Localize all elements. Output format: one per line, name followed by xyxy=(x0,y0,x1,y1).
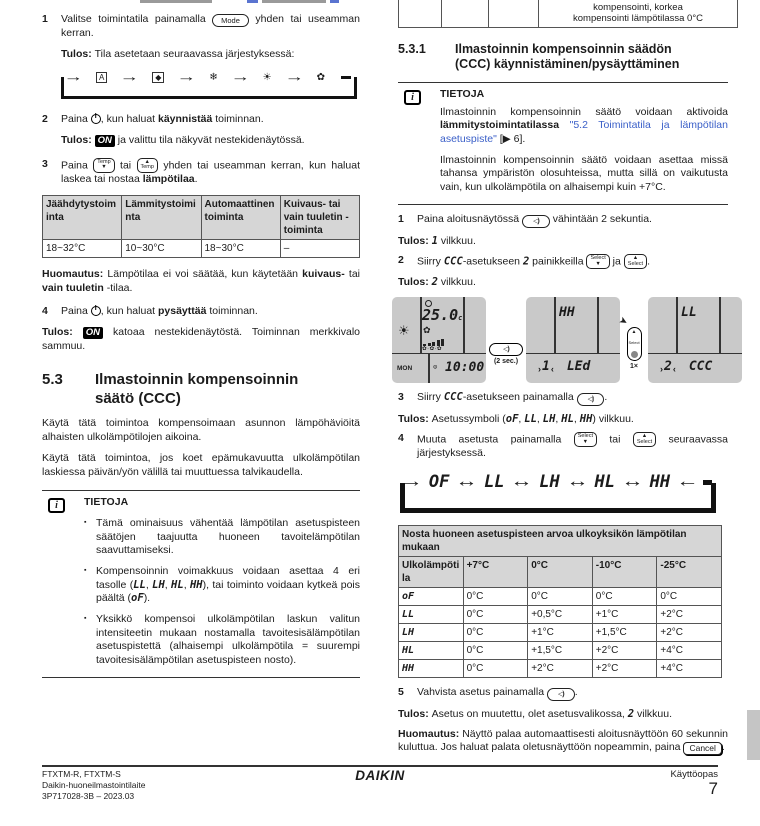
table-row xyxy=(399,660,722,678)
setting-code: HL xyxy=(594,472,615,493)
step-number: 4 xyxy=(42,305,48,318)
text-segment: -asetukseen xyxy=(462,255,523,268)
button-label: Select xyxy=(577,433,594,440)
seven-segment-text: LH xyxy=(152,578,165,591)
button-label: Temp xyxy=(97,158,111,165)
table-cell: 0°C xyxy=(463,642,528,660)
info-icon: i xyxy=(48,498,65,513)
carryover-table xyxy=(398,0,738,28)
temperature-range-table xyxy=(42,195,360,258)
text-segment: tai xyxy=(344,268,361,281)
footer-page-info xyxy=(670,769,718,799)
result-line xyxy=(398,413,728,427)
table-cell: +2°C xyxy=(592,642,657,660)
blink-mark: › xyxy=(660,364,663,375)
cool-mode-icon: ❄ xyxy=(209,71,218,83)
seven-segment-text: oF xyxy=(505,412,519,425)
note-paragraph xyxy=(398,728,728,756)
table-row xyxy=(399,606,722,624)
page-number: 7 xyxy=(708,779,718,798)
text-segment: Tulos: xyxy=(61,47,95,60)
table-cell: oF xyxy=(399,588,464,606)
note-paragraph xyxy=(42,268,360,295)
seven-segment-text: HH xyxy=(579,412,593,425)
table-header-cell: 0°C xyxy=(528,557,593,588)
temperature-readout: 25.0c xyxy=(422,305,463,324)
seven-segment-text: HH xyxy=(189,578,203,591)
text-segment: Paina aloitusnäytössä xyxy=(417,212,523,225)
text-segment: tai xyxy=(114,158,137,171)
text-segment: ja xyxy=(609,255,624,268)
left-column xyxy=(42,10,360,678)
text-segment: Huomautus: xyxy=(398,727,463,740)
text-segment: Tulos: xyxy=(398,412,432,425)
blink-mark: ‹ xyxy=(672,364,676,375)
bullet-marker: ▪ xyxy=(84,519,87,527)
text-segment: -tilaa. xyxy=(103,281,133,294)
select-up-button[interactable] xyxy=(624,254,647,269)
text-segment: Asetus on muutettu, olet asetusvalikossa, xyxy=(431,708,628,721)
cycle-double-arrow-icon: ↔ xyxy=(621,472,644,492)
clock-icon: ⊙ xyxy=(433,362,438,371)
sound-confirm-button[interactable]: ◁) xyxy=(577,393,605,406)
text-segment: Paina xyxy=(61,113,91,126)
setting-value: LL xyxy=(681,304,697,320)
button-caption: (2 sec.) xyxy=(493,357,519,365)
text-segment: , xyxy=(518,412,525,425)
text-segment: painikkeilla xyxy=(529,255,587,268)
text-segment: tai xyxy=(597,433,633,446)
text-segment: , xyxy=(183,578,190,591)
table-cell xyxy=(399,0,442,27)
step-number: 4 xyxy=(398,432,404,445)
text-segment: Tulos: xyxy=(398,708,432,721)
cross-reference-link[interactable]: "5.2 Toimintatila ja lämpötilan asetuspiste" xyxy=(440,119,728,145)
seven-segment-text: LL xyxy=(524,412,537,425)
text-segment: Muuta asetusta painamalla xyxy=(417,433,574,446)
on-indicator: ON xyxy=(95,135,115,147)
step-3 xyxy=(398,391,728,406)
mode-cycle-diagram xyxy=(61,68,357,101)
result-line xyxy=(61,48,360,62)
text-segment: Paina xyxy=(61,305,91,318)
cycle-double-arrow-icon: ↔ xyxy=(455,472,478,492)
text-segment: Tämä ominaisuus vähentää lämpötilan asetuspisteen säätöjen taajuutta huoneen tavoitelämpötilan saavuttamiseksi. xyxy=(96,517,360,557)
fan-speed-icons: ✿·✿·✿ xyxy=(422,345,442,352)
table-cell: +1,5°C xyxy=(528,642,593,660)
text-segment: -asetukseen painamalla xyxy=(462,390,577,403)
table-cell xyxy=(442,0,489,27)
button-arrow: Temp xyxy=(140,164,154,171)
cycle-arrow-icon: → xyxy=(400,472,423,492)
text-segment: Ilmastoinnin kompensoinnin säätö voidaan aktivoida xyxy=(440,105,728,118)
info-icon: i xyxy=(404,90,421,105)
text-segment: Asetussymboli ( xyxy=(431,412,506,425)
table-cell: +2°C xyxy=(657,624,722,642)
table-cell: 0°C xyxy=(463,624,528,642)
setting-code: HH xyxy=(649,472,671,493)
text-segment: , kun haluat xyxy=(100,113,158,126)
step-text xyxy=(417,686,728,701)
table-cell: – xyxy=(280,240,359,258)
table-cell: +1,5°C xyxy=(592,624,657,642)
info-bullet-list xyxy=(84,517,360,667)
step-text xyxy=(61,158,360,187)
table-header-cell: -25°C xyxy=(657,557,722,588)
step-5 xyxy=(398,686,728,701)
setting-code: OF xyxy=(428,472,450,493)
text-segment: Siirry xyxy=(417,255,444,268)
info-paragraph: Ilmastoinnin kompensoinnin säätö voidaan asettaa missä tahansa ympäristön olosuhteissa, mutta sillä on vaikutusta vain, kun ulkolämpötila on alhaisempi kuin +7°C. xyxy=(440,153,728,193)
button-label: Select xyxy=(590,255,606,262)
button-label: ▲ xyxy=(641,433,648,440)
mode-button[interactable]: Mode xyxy=(212,14,249,27)
table-header-cell: -10°C xyxy=(592,557,657,588)
table-cell: 0°C xyxy=(463,606,528,624)
text-segment: [▶ 6]. xyxy=(496,132,526,145)
seven-segment-text: LH xyxy=(542,412,556,425)
button-arrow: Select xyxy=(627,260,644,267)
cycle-arrow-icon: → xyxy=(230,68,250,84)
info-bullet xyxy=(84,565,360,606)
section-number: 5.3 xyxy=(42,371,63,389)
seven-segment-text: 2 xyxy=(431,276,438,289)
text-segment: käynnistää xyxy=(158,113,213,126)
text-segment: Kompensoinnin voimakkuus voidaan asettaa 4 eri tasolle ( xyxy=(96,565,360,591)
text-segment: vähintään 2 sekuntia. xyxy=(549,212,652,225)
info-box xyxy=(42,490,360,677)
step-number: 1 xyxy=(42,13,48,25)
table-header-cell: Lämmitystoiminta xyxy=(122,196,201,240)
cycle-double-arrow-icon: ↔ xyxy=(565,472,589,492)
table-row xyxy=(399,624,722,642)
text-segment: , xyxy=(555,412,562,425)
setting-value: HH xyxy=(559,304,575,320)
button-label: ▲ xyxy=(632,255,639,262)
sound-confirm-button[interactable]: ◁) xyxy=(489,343,523,356)
step-number: 3 xyxy=(42,157,48,170)
text-segment: katoaa nestekidenäytöstä. Toiminnan merkkivalo sammuu. xyxy=(42,326,360,352)
text-segment: kuivaus- xyxy=(302,268,345,281)
mode-cycle-row xyxy=(61,68,357,86)
table-cell: 10~30°C xyxy=(122,240,201,258)
seven-segment-text: HL xyxy=(171,578,184,591)
step-1 xyxy=(398,213,728,228)
table-cell: +0,5°C xyxy=(528,606,593,624)
temp-up-button[interactable] xyxy=(137,158,158,173)
button-arrow: ▼ xyxy=(582,438,589,445)
cycle-arrow-icon: → xyxy=(120,68,140,84)
text-segment: vilkkuu. xyxy=(437,234,476,247)
heat-mode-icon: ☀ xyxy=(398,322,410,338)
sound-confirm-button[interactable]: ◁) xyxy=(547,688,575,701)
text-segment: . xyxy=(721,741,725,754)
fan-only-mode-icon: ✿ xyxy=(316,71,325,83)
text-segment: pysäyttää xyxy=(158,305,207,318)
seven-segment-text: 1 xyxy=(431,234,438,247)
info-paragraph xyxy=(440,106,728,147)
text-segment: yhden tai useamman kerran, kun haluat laskea tai nostaa xyxy=(61,158,360,185)
clipped-text-remnant xyxy=(330,0,339,3)
step-text xyxy=(417,254,728,269)
blink-mark: › xyxy=(538,364,541,375)
setting-index: 2 xyxy=(664,358,672,374)
footer-model-info: FTXTM-R, FTXTM-S Daikin-huoneilmastointilaite 3P717028-3B – 2023.03 xyxy=(42,769,146,802)
table-header-cell: Jäähdytystoiminta xyxy=(43,196,122,240)
button-caption: 1× xyxy=(630,362,638,370)
paragraph: Käytä tätä toimintoa, jos koet epämukavuutta ulkolämpötilan laskiessa päivän/yön välillä tai muuttuessa talvikaudella. xyxy=(42,452,360,478)
blink-mark: ‹ xyxy=(550,364,554,375)
button-arrow: Select xyxy=(636,438,653,445)
select-down-button[interactable] xyxy=(586,254,609,269)
text-segment: Siirry xyxy=(417,390,444,403)
fan-icon: ✿ xyxy=(423,324,431,335)
text-segment: lämmitystoimintatilassa xyxy=(440,119,570,132)
text-segment: Tulos: xyxy=(398,234,432,247)
section-title: Ilmastoinnin kompensoinnin säädön (CCC) käynnistäminen/pysäyttäminen xyxy=(455,41,680,72)
text-segment: ja valittu tila näkyvät nestekidenäytössä. xyxy=(114,133,305,146)
result-line xyxy=(398,235,728,249)
lcd-setting-led xyxy=(526,297,620,383)
seven-segment-text: oF xyxy=(131,592,144,605)
text-segment: toiminnan. xyxy=(212,113,264,126)
setting-cycle-row xyxy=(398,470,718,494)
lcd-home-screen xyxy=(392,297,486,383)
manual-type-label: Käyttöopas xyxy=(670,769,718,780)
table-cell: HH xyxy=(399,660,464,678)
table-header-cell: Ulkolämpötila xyxy=(399,557,464,588)
bullet-marker: ▪ xyxy=(84,567,87,575)
step-text xyxy=(61,305,360,319)
seven-segment-text: 2 xyxy=(627,708,635,721)
text-segment: Paina xyxy=(61,158,94,171)
bullet-marker: ▪ xyxy=(84,614,87,622)
setting-code: LH xyxy=(539,472,560,493)
cycle-loop-stub xyxy=(703,480,712,485)
bullet-text xyxy=(96,613,360,668)
clock-readout: ⊙ 10:00 xyxy=(433,359,485,375)
table-cell: +2°C xyxy=(657,606,722,624)
compensation-table xyxy=(398,525,722,678)
text-segment: vilkkuu. xyxy=(437,276,476,289)
power-button-icon[interactable] xyxy=(91,114,101,124)
text-segment: seuraavassa järjestyksessä. xyxy=(417,433,728,460)
text-segment: , xyxy=(164,578,172,591)
step-1 xyxy=(42,13,360,41)
section-title: Ilmastoinnin kompensoinnin säätö (CCC) xyxy=(95,371,299,408)
cycle-arrow-icon: → xyxy=(284,68,304,84)
table-cell: 18~30°C xyxy=(201,240,280,258)
press-hand-icon: ➤ xyxy=(616,314,630,329)
step-number: 5 xyxy=(398,686,404,699)
button-label: ▲ xyxy=(144,158,150,165)
seven-segment-text: LL xyxy=(133,578,146,591)
cycle-arrow-icon: ← xyxy=(676,472,699,492)
table-caption: Nosta huoneen asetuspisteen arvoa ulkoyksikön lämpötilan mukaan xyxy=(399,526,722,557)
setting-index: 1 xyxy=(542,358,550,374)
text-segment: Vahvista asetus painamalla xyxy=(417,686,547,699)
step-text xyxy=(417,432,728,461)
seven-segment-text: HL xyxy=(561,412,574,425)
button-arrow: ▼ xyxy=(595,260,601,267)
table-header-cell: Automaattinen toiminta xyxy=(201,196,280,240)
table-cell: 0°C xyxy=(463,660,528,678)
step-2 xyxy=(42,113,360,127)
table-cell: 0°C xyxy=(463,588,528,606)
table-cell: LL xyxy=(399,606,464,624)
table-cell: LH xyxy=(399,624,464,642)
table-header-cell: +7°C xyxy=(463,557,528,588)
table-cell: 0°C xyxy=(528,588,593,606)
text-segment: lämpötilaa xyxy=(142,172,195,185)
right-column xyxy=(398,0,728,755)
step-4 xyxy=(398,432,728,461)
text-segment: Tulos: xyxy=(42,326,83,339)
button-arrow: ▼ xyxy=(101,164,107,171)
text-segment: , xyxy=(536,412,543,425)
text-segment: vilkkuu. xyxy=(634,708,673,721)
text-segment: Valitse toimintatila painamalla xyxy=(61,13,213,25)
step-3 xyxy=(42,158,360,187)
clipped-text-remnant xyxy=(247,0,258,3)
text-segment: . xyxy=(574,686,578,699)
sound-confirm-button[interactable]: ◁) xyxy=(522,215,550,228)
temp-down-button[interactable] xyxy=(93,158,114,173)
text-segment: ). xyxy=(143,592,151,605)
setting-code: CCC xyxy=(688,358,713,374)
bullet-text xyxy=(96,517,360,558)
heat-mode-icon: ☀ xyxy=(262,71,272,83)
cycle-loop-stub xyxy=(341,76,351,80)
setting-cycle-diagram xyxy=(398,470,718,516)
step-text xyxy=(61,13,360,41)
daikin-logo: DAIKIN xyxy=(355,768,405,783)
step-text xyxy=(417,391,728,406)
info-box xyxy=(398,82,728,204)
table-cell: +1°C xyxy=(528,624,593,642)
seven-segment-text: CCC xyxy=(443,255,463,268)
select-down-button[interactable] xyxy=(574,432,597,447)
table-cell: kompensointi, korkea kompensointi lämpötilassa 0°C xyxy=(539,0,738,27)
step-number: 2 xyxy=(398,254,404,267)
table-cell: +4°C xyxy=(657,660,722,678)
seven-segment-text: 2 xyxy=(522,255,530,268)
table-cell: HL xyxy=(399,642,464,660)
step-number: 2 xyxy=(42,113,48,126)
table-cell: +1°C xyxy=(592,606,657,624)
text-segment: . xyxy=(604,390,608,403)
cycle-arrow-icon: → xyxy=(63,68,84,84)
result-line xyxy=(42,326,360,353)
result-line xyxy=(61,134,360,148)
text-segment: yhden tai useamman kerran. xyxy=(61,13,360,39)
dry-mode-icon: ◆ xyxy=(152,72,164,83)
table-cell: 0°C xyxy=(592,588,657,606)
table-cell: +2°C xyxy=(528,660,593,678)
table-cell: +4°C xyxy=(657,642,722,660)
table-cell: 0°C xyxy=(657,588,722,606)
clipped-text-remnant xyxy=(140,0,212,3)
step-text xyxy=(61,113,360,127)
cancel-button[interactable]: Cancel xyxy=(683,742,721,755)
text-segment: , kun haluat xyxy=(100,305,158,318)
cycle-double-arrow-icon: ↔ xyxy=(510,472,534,492)
result-line xyxy=(398,276,728,290)
text-segment: , xyxy=(145,578,153,591)
on-indicator: ON xyxy=(83,327,103,339)
text-segment: Tulos: xyxy=(61,133,95,146)
step-text xyxy=(417,213,728,228)
clipped-text-remnant xyxy=(262,0,326,3)
weekday-readout: MON xyxy=(397,365,413,373)
text-segment: Yksikkö kompensoi ulkolämpötilan laskun valitun intensiteetin mukaan nostamalla tavoitesisälämpötilan asetuspistettä (alhaisempi ulkolämpötila = suurempi tavoitesisälämpötilan asetuspisteen nosto). xyxy=(96,612,360,666)
lcd-setting-ccc xyxy=(648,297,742,383)
paragraph: Käytä tätä toimintoa kompensoimaan asunnon lämpöhäviöitä alhaisten ulkolämpötilojen aikoina. xyxy=(42,416,360,443)
step-4 xyxy=(42,305,360,319)
select-up-button[interactable] xyxy=(633,432,656,447)
text-segment: , xyxy=(573,412,580,425)
text-segment: vain tuuletin xyxy=(42,281,104,294)
power-button-icon[interactable] xyxy=(91,306,101,316)
table-header-cell: Kuivaus- tai vain tuuletin -toiminta xyxy=(280,196,359,240)
section-number: 5.3.1 xyxy=(398,41,426,56)
auto-mode-icon: A xyxy=(96,72,107,83)
info-title: TIETOJA xyxy=(84,496,129,509)
table-cell: +2°C xyxy=(592,660,657,678)
text-segment: . xyxy=(647,255,650,268)
select-button[interactable]: ▲ Select ➤ xyxy=(627,327,642,361)
section-5-3-heading xyxy=(42,371,360,409)
step-2 xyxy=(398,254,728,269)
table-row xyxy=(43,240,360,258)
text-segment: Huomautus: xyxy=(42,268,108,281)
text-segment: ) vilkkuu. xyxy=(592,412,634,425)
setting-code: LEd xyxy=(566,358,591,374)
text-segment: ), tai toiminto voidaan kytkeä pois päältä ( xyxy=(96,578,360,605)
text-segment: Näyttö palaa automaattisesti aloitusnäyttöön 60 sekunnin kuluttua. Jos haluat palata oletusnäyttöön nopeammin, paina xyxy=(398,727,728,754)
page-edge-tab xyxy=(747,710,760,760)
bullet-text xyxy=(96,565,360,606)
cycle-arrow-icon: → xyxy=(177,68,197,84)
info-bullet xyxy=(84,517,360,558)
table-row xyxy=(399,642,722,660)
table-row xyxy=(399,588,722,606)
text-segment: Tila asetetaan seuraavassa järjestyksessä: xyxy=(94,47,295,60)
result-line xyxy=(398,708,728,722)
text-segment: . xyxy=(194,172,198,185)
text-segment: Tulos: xyxy=(398,276,432,289)
seven-segment-text: CCC xyxy=(443,390,463,403)
text-segment: Lämpötilaa ei voi säätää, kun käytetään xyxy=(107,268,303,281)
step-number: 1 xyxy=(398,212,404,225)
info-title: TIETOJA xyxy=(440,88,485,101)
table-cell xyxy=(489,0,539,27)
text-segment: toiminnan. xyxy=(206,305,258,318)
table-cell: 18~32°C xyxy=(43,240,122,258)
section-5-3-1-heading xyxy=(398,42,728,73)
footer-rule xyxy=(42,765,718,767)
step-number: 3 xyxy=(398,390,404,403)
lcd-displays xyxy=(392,297,728,383)
info-bullet xyxy=(84,613,360,668)
setting-code: LL xyxy=(484,472,505,493)
